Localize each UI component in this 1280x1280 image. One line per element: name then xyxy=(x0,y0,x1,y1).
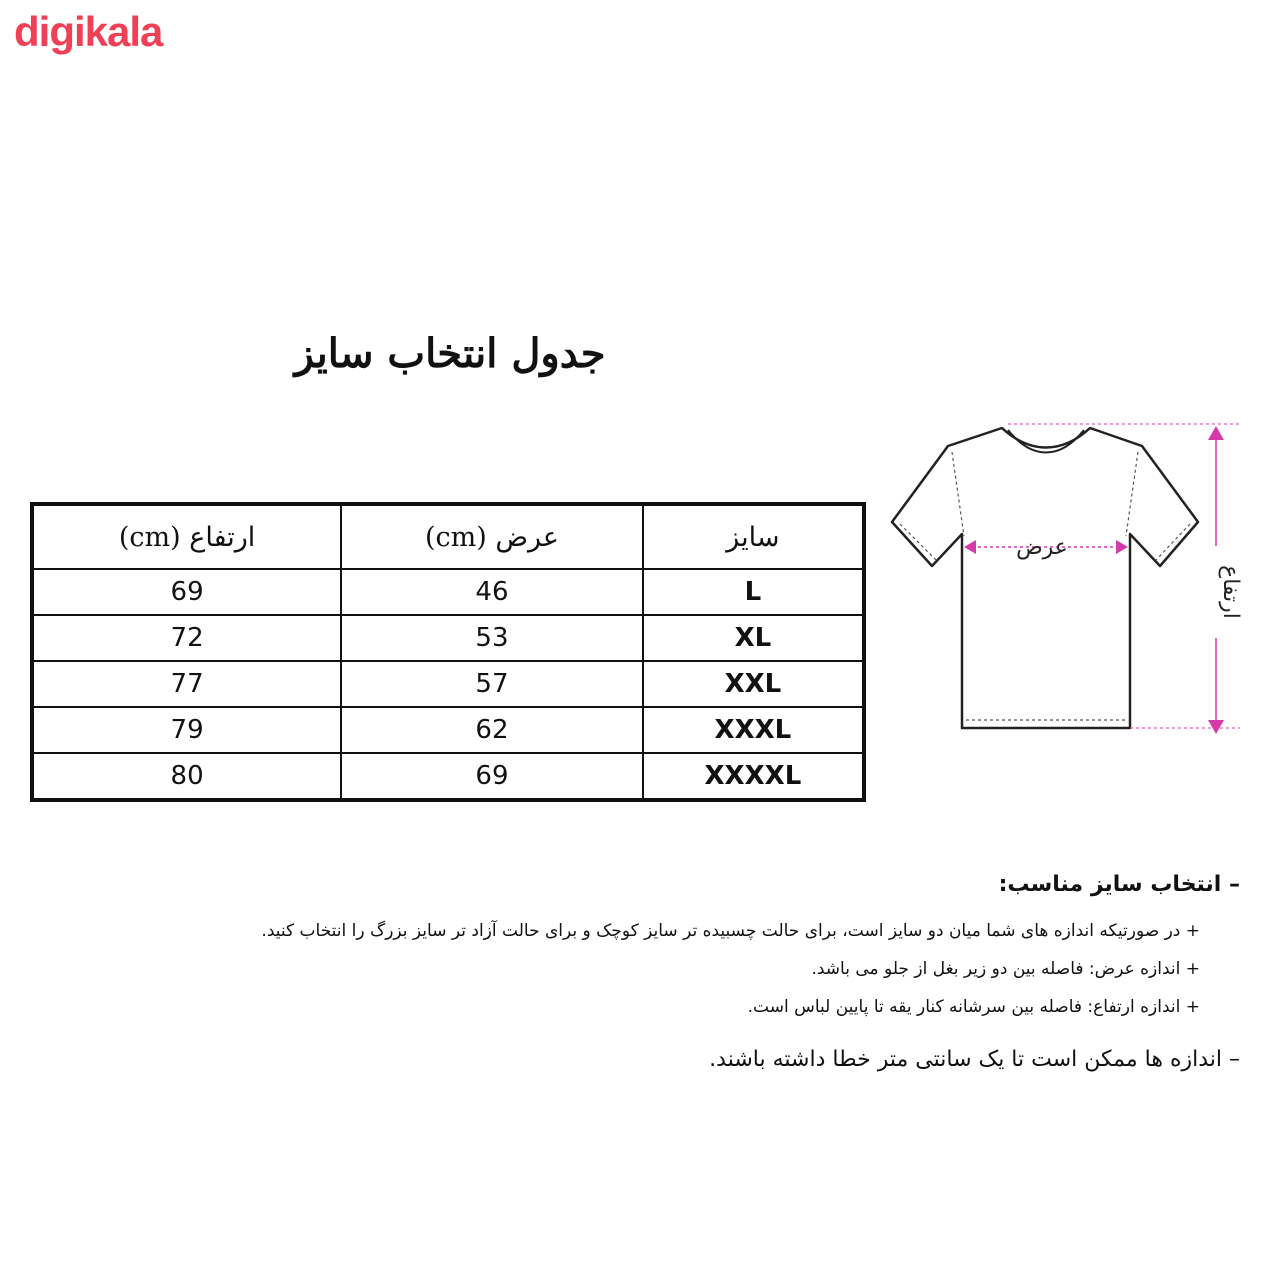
height-cell: 79 xyxy=(32,707,341,753)
width-cell: 57 xyxy=(341,661,643,707)
width-cell: 46 xyxy=(341,569,643,615)
table-row xyxy=(32,707,864,753)
guide-line: + اندازه ارتفاع: فاصله بین سرشانه کنار یقه تا پایین لباس است. xyxy=(747,997,1200,1017)
guide-note: – اندازه ها ممکن است تا یک سانتی متر خطا داشته باشند. xyxy=(709,1047,1240,1072)
size-guide xyxy=(40,860,1240,1072)
table-header-row xyxy=(32,504,864,569)
height-cell: 69 xyxy=(32,569,341,615)
page-title: جدول انتخاب سایز xyxy=(294,330,606,377)
tshirt-diagram xyxy=(880,416,1250,746)
tshirt-collar xyxy=(1008,430,1084,453)
table-row xyxy=(32,615,864,661)
header-width: عرض (cm) xyxy=(341,504,643,569)
guide-heading: – انتخاب سایز مناسب: xyxy=(998,872,1240,897)
digikala-logo: digikala xyxy=(14,8,163,55)
table-row xyxy=(32,753,864,800)
size-cell: XL xyxy=(643,615,864,661)
guide-line: + اندازه عرض: فاصله بین دو زیر بغل از جلو می باشد. xyxy=(811,959,1200,979)
table-row xyxy=(32,569,864,615)
height-label: ارتفاع xyxy=(1218,565,1243,619)
table-row xyxy=(32,661,864,707)
width-cell: 62 xyxy=(341,707,643,753)
header-height: ارتفاع (cm) xyxy=(32,504,341,569)
tshirt-stitching xyxy=(900,452,1190,720)
height-cell: 80 xyxy=(32,753,341,800)
size-chart-table xyxy=(30,502,866,802)
width-cell: 53 xyxy=(341,615,643,661)
width-cell: 69 xyxy=(341,753,643,800)
height-cell: 77 xyxy=(32,661,341,707)
height-cell: 72 xyxy=(32,615,341,661)
header-size: سایز xyxy=(643,504,864,569)
size-cell: XXXL xyxy=(643,707,864,753)
size-cell: L xyxy=(643,569,864,615)
tshirt-outline xyxy=(892,428,1198,728)
size-cell: XXXXL xyxy=(643,753,864,800)
height-measure-arrow xyxy=(1008,424,1240,734)
width-label: عرض xyxy=(1016,535,1068,560)
guide-line: + در صورتیکه اندازه های شما میان دو سایز است، برای حالت چسبیده تر سایز کوچک و برای حالت آزاد تر سایز بزرگ را انتخاب کنید. xyxy=(261,921,1200,941)
size-cell: XXL xyxy=(643,661,864,707)
